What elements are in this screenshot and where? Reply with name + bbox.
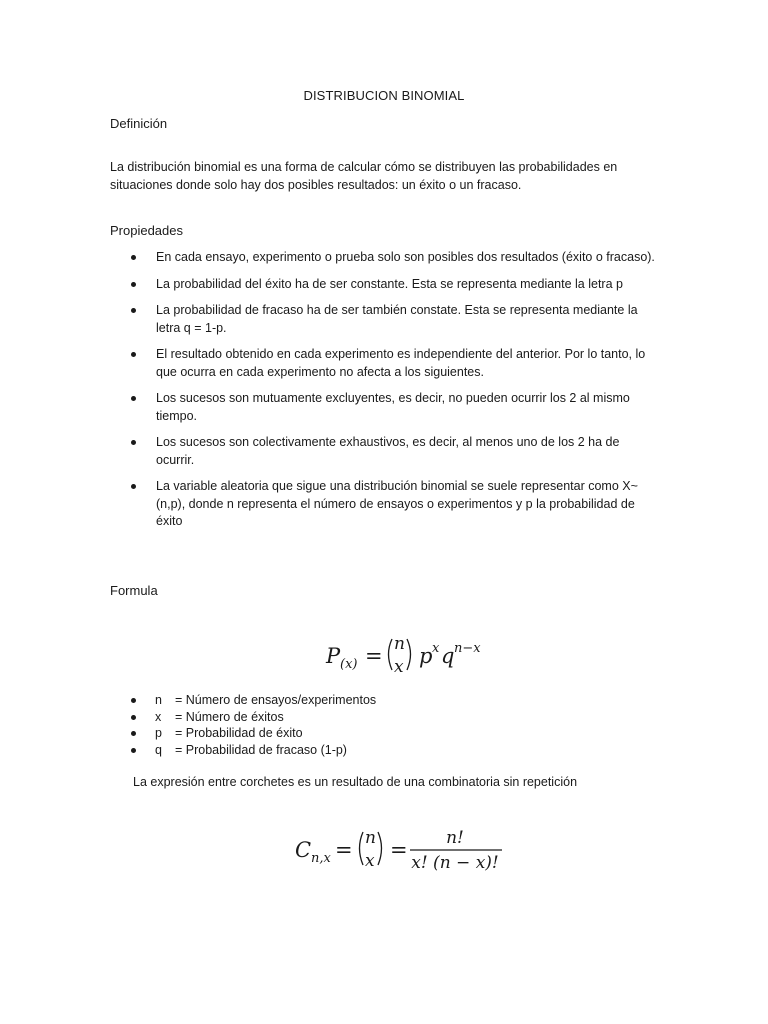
list-item xyxy=(110,276,655,294)
variable-symbol: x xyxy=(155,709,162,724)
variable-description: = Número de éxitos xyxy=(175,709,284,724)
formula-p-exponent: x xyxy=(432,641,440,656)
left-paren-icon xyxy=(389,639,393,670)
list-item-text: En cada ensayo, experimento o prueba solo son posibles dos resultados (éxito o fracaso). xyxy=(156,250,655,264)
definition-paragraph: La distribución binomial es una forma de calcular cómo se distribuyen las probabilidades en situaciones donde solo hay dos posibles resultados: un éxito o un fracaso. xyxy=(110,160,618,192)
right-paren-icon xyxy=(407,639,411,670)
bullet-icon xyxy=(131,396,136,401)
list-item xyxy=(110,709,376,726)
list-item xyxy=(110,346,655,381)
bullet-icon xyxy=(131,715,136,720)
formula-equals: = xyxy=(365,644,383,668)
formula-q: q xyxy=(441,644,455,668)
variable-symbol: p xyxy=(155,726,162,740)
bullet-icon xyxy=(131,255,136,260)
list-item xyxy=(110,478,655,531)
list-item xyxy=(110,434,655,469)
properties-heading: Propiedades xyxy=(110,223,183,238)
formula-lhs-subscript: (x) xyxy=(340,657,358,672)
list-item xyxy=(110,249,655,267)
formula-q-exponent: n−x xyxy=(454,641,481,656)
bullet-icon xyxy=(131,484,136,489)
formula-heading: Formula xyxy=(110,583,158,598)
variables-list xyxy=(110,692,376,758)
variable-symbol: q xyxy=(155,742,162,757)
bullet-icon xyxy=(131,731,136,736)
binom-top: n xyxy=(365,828,376,848)
variable-symbol: n xyxy=(155,693,162,707)
binom-bottom: x xyxy=(394,657,404,677)
list-item xyxy=(110,725,376,742)
variable-description: = Probabilidad de fracaso (1-p) xyxy=(175,742,347,757)
fraction-numerator: n! xyxy=(446,828,464,848)
combination-equals: = xyxy=(335,838,353,862)
formula-p: p xyxy=(419,644,433,668)
list-item-text: El resultado obtenido en cada experimento es independiente del anterior. Por lo tanto, lo que ocurra en cada experimento no afecta a los siguientes. xyxy=(156,347,646,379)
combination-note: La expresión entre corchetes es un resultado de una combinatoria sin repetición xyxy=(133,775,578,789)
variable-description: = Número de ensayos/experimentos xyxy=(175,693,377,707)
list-item xyxy=(110,302,655,337)
bullet-icon xyxy=(131,308,136,313)
bullet-icon xyxy=(131,698,136,703)
formula-lhs-symbol: P xyxy=(326,644,341,668)
list-item xyxy=(110,692,376,709)
right-paren-icon xyxy=(378,832,382,865)
list-item-text: La probabilidad de fracaso ha de ser también constate. Esta se representa mediante la letra q = 1-p. xyxy=(156,303,638,335)
bullet-icon xyxy=(131,440,136,445)
combination-formula xyxy=(292,820,512,880)
combination-lhs-symbol: C xyxy=(295,838,312,862)
list-item-text: La probabilidad del éxito ha de ser constante. Esta se representa mediante la letra p xyxy=(156,276,623,291)
bullet-icon xyxy=(131,282,136,287)
binomial-formula xyxy=(320,630,500,680)
fraction-denominator: x! (n − x)! xyxy=(411,853,499,873)
document-title: DISTRIBUCION BINOMIAL xyxy=(303,88,465,103)
properties-list xyxy=(110,249,655,540)
combination-equals-2: = xyxy=(390,838,408,862)
definition-heading: Definición xyxy=(110,116,168,131)
variable-description: = Probabilidad de éxito xyxy=(175,726,303,740)
binom-top: n xyxy=(394,634,405,654)
left-paren-icon xyxy=(360,832,364,865)
list-item-text: Los sucesos son mutuamente excluyentes, es decir, no pueden ocurrir los 2 al mismo tiempo. xyxy=(156,391,630,423)
list-item xyxy=(110,742,376,759)
bullet-icon xyxy=(131,748,136,753)
list-item-text: La variable aleatoria que sigue una distribución binomial se suele representar como X~(n,p), donde n representa el número de ensayos o experimentos y p la probabilidad de éxito xyxy=(156,479,638,528)
list-item-text: Los sucesos son colectivamente exhaustivos, es decir, al menos uno de los 2 ha de ocurrir. xyxy=(156,435,620,467)
combination-lhs-subscript: n,x xyxy=(311,851,331,866)
binom-bottom: x xyxy=(365,851,375,871)
bullet-icon xyxy=(131,352,136,357)
list-item xyxy=(110,390,655,425)
